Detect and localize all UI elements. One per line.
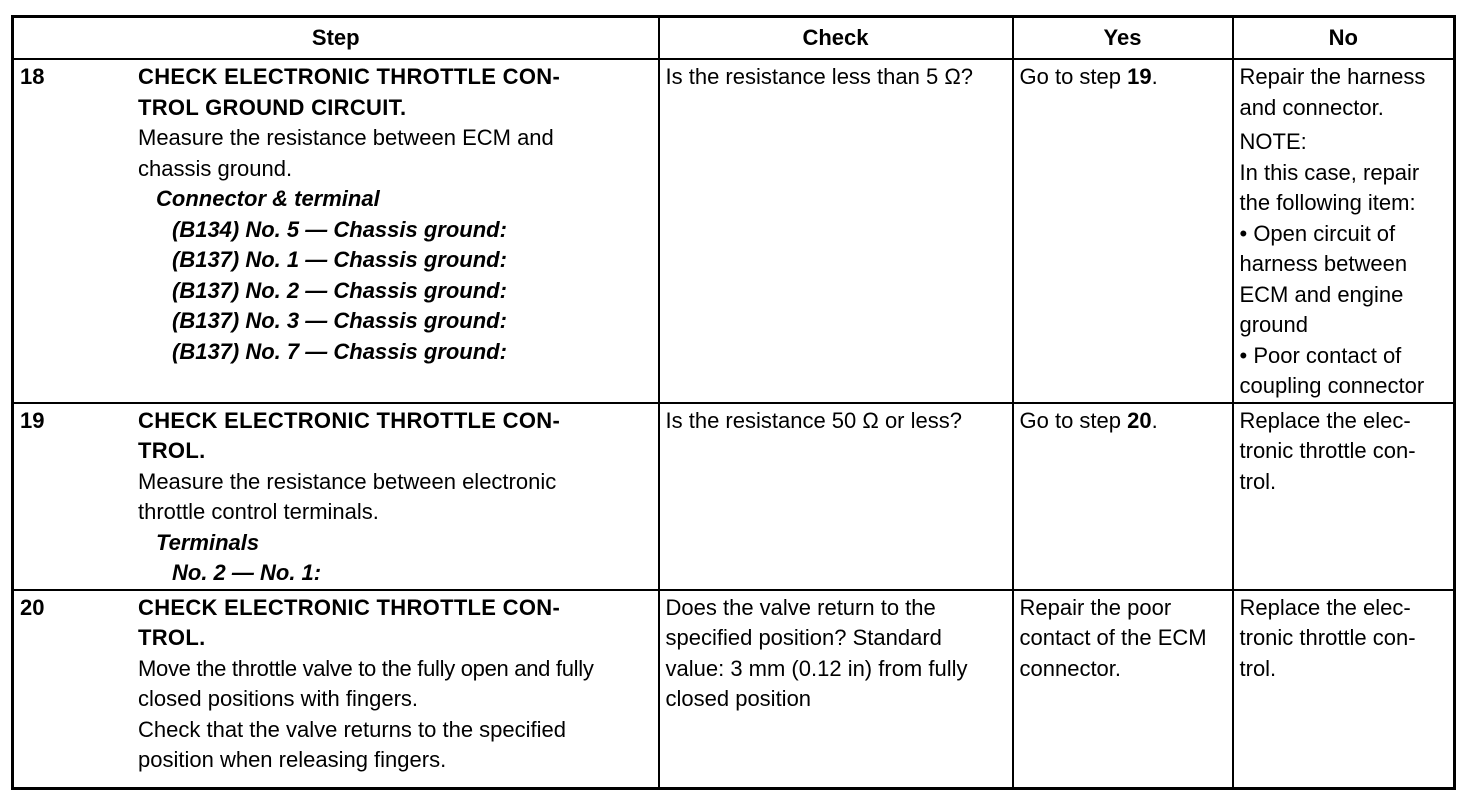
goto-step-link: 20 xyxy=(1127,407,1152,433)
step-title: CHECK ELECTRONIC THROTTLE CON- TROL GROUND CIRCUIT. xyxy=(138,64,561,120)
table-header-row xyxy=(13,17,1455,60)
check-cell: Does the valve return to the specified position? Standard value: 3 mm (0.12 in) from fully closed position xyxy=(659,590,1013,789)
step-title: CHECK ELECTRONIC THROTTLE CON- TROL. xyxy=(138,407,561,463)
table-row-step-18 xyxy=(13,59,1455,403)
bullet-item: • Poor contact of xyxy=(1239,342,1402,368)
check-cell: Is the resistance less than 5 Ω? xyxy=(659,59,1013,403)
yes-cell: Go to step 19. xyxy=(1013,59,1233,403)
step-cell xyxy=(13,590,659,789)
step-description: Move the throttle valve to the fully open and fully closed positions with fingers. Check that the valve returns to the specified position when releasing fingers. xyxy=(138,655,594,772)
no-cell: Repair the harness and connector. NOTE: In this case, repair the following item: • Open circuit of harness between ECM and engine ground • Poor contact of coupling connector xyxy=(1233,59,1455,403)
no-cell: Replace the elec- tronic throttle con- trol. xyxy=(1233,590,1455,789)
diagnostic-procedure-table xyxy=(11,15,1456,790)
yes-cell: Repair the poor contact of the ECM connector. xyxy=(1013,590,1233,789)
header-yes: Yes xyxy=(1013,17,1233,60)
header-no: No xyxy=(1233,17,1455,60)
step-number: 20 xyxy=(20,594,45,620)
table-row-step-19 xyxy=(13,403,1455,590)
spec-item: (B134) No. 5 — Chassis ground: xyxy=(172,216,507,242)
step-number: 18 xyxy=(20,64,45,89)
header-step: Step xyxy=(13,17,659,60)
note-label: NOTE: xyxy=(1239,129,1307,154)
spec-heading: Connector & terminal xyxy=(156,186,380,211)
step-cell xyxy=(13,59,659,403)
spec-item: (B137) No. 1 — Chassis ground: xyxy=(172,247,507,272)
yes-cell: Go to step 20. xyxy=(1013,403,1233,590)
goto-step-link: 19 xyxy=(1127,64,1152,89)
step-title: CHECK ELECTRONIC THROTTLE CON- TROL. xyxy=(138,594,561,650)
spec-heading: Terminals xyxy=(156,529,260,555)
no-cell: Replace the elec- tronic throttle con- trol. xyxy=(1233,403,1455,590)
spec-item: No. 2 — No. 1: xyxy=(172,560,322,585)
bullet-item: • Open circuit of xyxy=(1239,220,1396,246)
spec-item: (B137) No. 3 — Chassis ground: xyxy=(172,308,507,333)
check-cell: Is the resistance 50 Ω or less? xyxy=(659,403,1013,590)
step-number: 19 xyxy=(20,407,45,433)
step-description: Measure the resistance between ECM and chassis ground. xyxy=(138,125,554,181)
spec-item: (B137) No. 7 — Chassis ground: xyxy=(172,338,507,364)
spec-item: (B137) No. 2 — Chassis ground: xyxy=(172,277,507,303)
step-description: Measure the resistance between electronic throttle control terminals. xyxy=(138,468,557,524)
table-row-step-20 xyxy=(13,590,1455,789)
header-check: Check xyxy=(659,17,1013,60)
step-cell xyxy=(13,403,659,590)
